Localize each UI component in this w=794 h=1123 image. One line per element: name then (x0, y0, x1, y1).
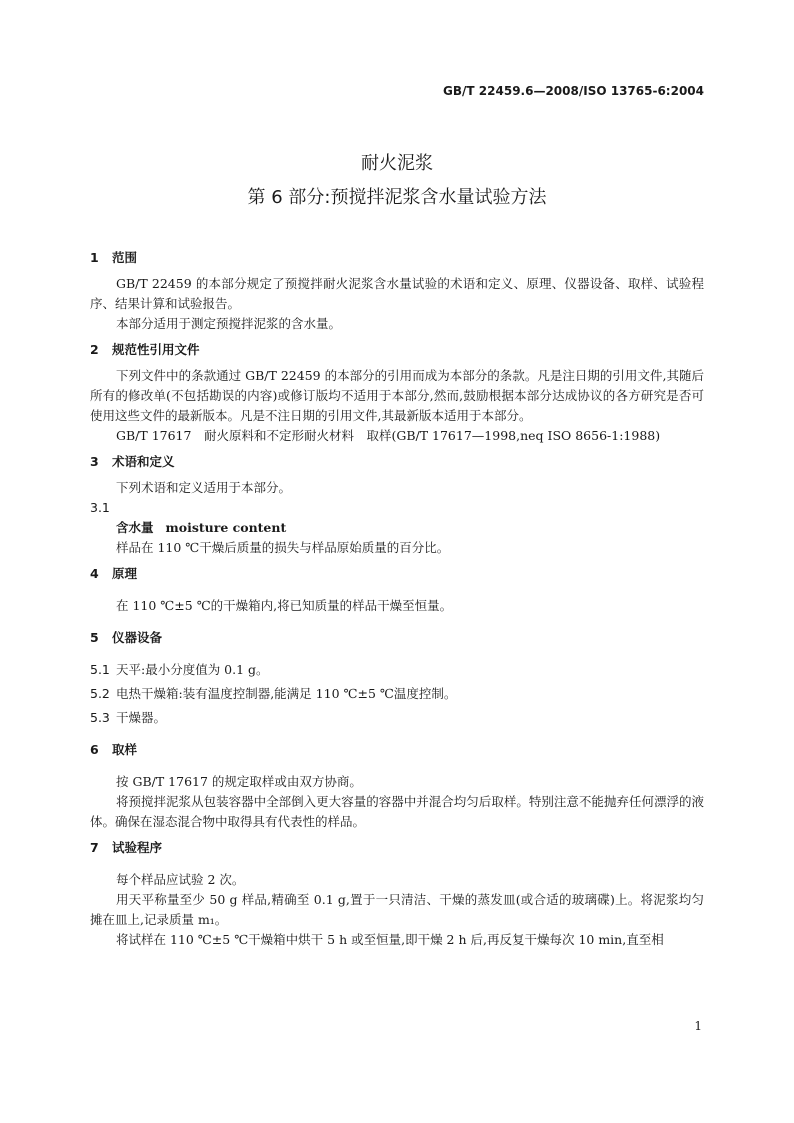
apparatus-item (90, 684, 704, 704)
document-title: 耐火泥浆 (361, 153, 433, 174)
term-definition: 样品在 110 ℃干燥后质量的损失与样品原始质量的百分比。 (116, 540, 450, 555)
section-heading-test-procedure (90, 838, 704, 858)
paragraph: GB/T 22459 的本部分规定了预搅拌耐火泥浆含水量试验的术语和定义、原理、仪器设备、取样、试验程序、结果计算和试验报告。 (90, 276, 704, 311)
section-title: 试验程序 (112, 840, 163, 855)
reference-entry: GB/T 17617 耐火原料和不定形耐火材料 取样(GB/T 17617—1998,neq ISO 8656-1:1988) (116, 428, 661, 443)
paragraph: 本部分适用于测定预搅拌泥浆的含水量。 (116, 316, 342, 331)
title-block (0, 152, 794, 210)
paragraph: 在 110 ℃±5 ℃的干燥箱内,将已知质量的样品干燥至恒量。 (116, 598, 453, 613)
term-chinese: 含水量 (116, 520, 154, 535)
section-title: 范围 (112, 250, 138, 265)
item-number: 5.3 (90, 710, 110, 725)
paragraph: 每个样品应试验 2 次。 (116, 872, 245, 887)
section-heading-scope (90, 248, 704, 268)
section-heading-terms (90, 452, 704, 472)
section-title: 取样 (112, 742, 138, 757)
item-number: 5.2 (90, 686, 110, 701)
section-number: 1 (90, 250, 99, 265)
document-subtitle: 第 6 部分:预搅拌泥浆含水量试验方法 (247, 187, 547, 208)
item-text: 电热干燥箱:装有温度控制器,能满足 110 ℃±5 ℃温度控制。 (116, 686, 457, 701)
paragraph: 用天平称量至少 50 g 样品,精确至 0.1 g,置于一只清洁、干燥的蒸发皿(或合适的玻璃碟)上。将泥浆均匀摊在皿上,记录质量 m₁。 (90, 892, 704, 927)
section-heading-apparatus (90, 628, 704, 648)
section-heading-sampling (90, 740, 704, 760)
paragraph: 下列文件中的条款通过 GB/T 22459 的本部分的引用而成为本部分的条款。凡是注日期的引用文件,其随后所有的修改单(不包括勘误的内容)或修订版均不适用于本部分,然而,鼓励根据本部分达成协议的各方研究是否可使用这些文件的最新版本。凡是不注日期的引用文件,其最新版本适用于本部分。 (90, 368, 704, 423)
term-entry (90, 518, 704, 538)
section-number: 4 (90, 566, 99, 581)
term-english: moisture content (165, 520, 287, 535)
apparatus-item (90, 708, 704, 728)
standard-code: GB/T 22459.6—2008/ISO 13765-6:2004 (443, 84, 704, 98)
document-body (90, 248, 704, 950)
section-number: 7 (90, 840, 99, 855)
section-number: 6 (90, 742, 99, 757)
apparatus-item (90, 660, 704, 680)
paragraph: 下列术语和定义适用于本部分。 (116, 480, 292, 495)
paragraph: 将预搅拌泥浆从包装容器中全部倒入更大容量的容器中并混合均匀后取样。特别注意不能抛弃任何漂浮的液体。确保在湿态混合物中取得具有代表性的样品。 (90, 794, 704, 829)
term-number: 3.1 (90, 500, 110, 515)
section-title: 原理 (112, 566, 138, 581)
section-number: 5 (90, 630, 99, 645)
section-heading-normative-references (90, 340, 704, 360)
section-number: 3 (90, 454, 99, 469)
section-title: 仪器设备 (112, 630, 163, 645)
paragraph: 按 GB/T 17617 的规定取样或由双方协商。 (116, 774, 362, 789)
paragraph: 将试样在 110 ℃±5 ℃干燥箱中烘干 5 h 或至恒量,即干燥 2 h 后,再反复干燥每次 10 min,直至相 (116, 932, 664, 947)
page-number: 1 (694, 1019, 702, 1033)
section-title: 术语和定义 (112, 454, 175, 469)
item-number: 5.1 (90, 662, 110, 677)
section-number: 2 (90, 342, 99, 357)
section-title: 规范性引用文件 (112, 342, 200, 357)
item-text: 干燥器。 (116, 710, 167, 725)
item-text: 天平:最小分度值为 0.1 g。 (116, 662, 269, 677)
section-heading-principle (90, 564, 704, 584)
